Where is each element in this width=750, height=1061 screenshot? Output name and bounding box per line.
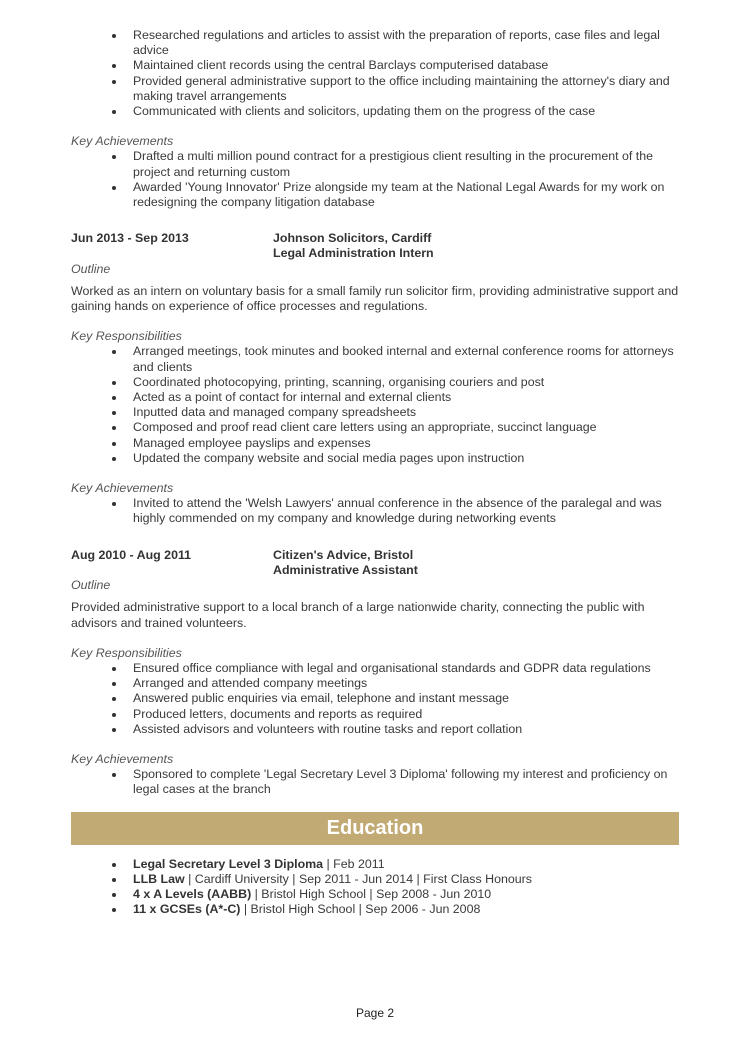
qualification-details: | Bristol High School | Sep 2008 - Jun 2010 — [251, 886, 492, 901]
johnson-outline-heading: Outline — [71, 261, 111, 276]
page-number: Page 2 — [355, 1006, 395, 1020]
job-employer: Citizen's Advice, Bristol — [273, 547, 414, 562]
list-item: Invited to attend the 'Welsh Lawyers' annual conference in the absence of the paralegal and was highly commended on my company and knowledge during networking events — [133, 496, 679, 526]
prev-job-achievements-heading: Key Achievements — [71, 134, 174, 149]
citizens-achievements-list — [71, 767, 679, 797]
list-item: Coordinated photocopying, printing, scanning, organising couriers and post — [133, 375, 679, 390]
johnson-job-header — [71, 231, 679, 261]
list-item: Answered public enquiries via email, telephone and instant message — [133, 691, 679, 706]
list-item: Acted as a point of contact for internal and external clients — [133, 390, 679, 405]
resume-page — [71, 28, 679, 917]
job-title-block — [273, 231, 434, 261]
list-item: Arranged and attended company meetings — [133, 676, 679, 691]
list-item: Provided general administrative support to the office including maintaining the attorney's diary and making travel arrangements — [133, 74, 679, 104]
qualification-name: LLB Law — [133, 871, 185, 886]
list-item: Managed employee payslips and expenses — [133, 436, 679, 451]
citizens-responsibilities-heading: Key Responsibilities — [71, 645, 182, 660]
list-item: Ensured office compliance with legal and organisational standards and GDPR data regulations — [133, 661, 679, 676]
qualification-details: | Feb 2011 — [323, 856, 385, 871]
citizens-outline-text: Provided administrative support to a local branch of a large nationwide charity, connecting the public with advisors and trained volunteers. — [71, 600, 645, 630]
qualification-name: Legal Secretary Level 3 Diploma — [133, 856, 324, 871]
job-dates: Jun 2013 - Sep 2013 — [71, 231, 189, 246]
johnson-responsibilities-list — [71, 344, 679, 466]
list-item: Sponsored to complete 'Legal Secretary Level 3 Diploma' following my interest and proficiency on legal cases at the branch — [133, 767, 679, 797]
list-item: Composed and proof read client care letters using an appropriate, succinct language — [133, 420, 679, 435]
job-employer: Johnson Solicitors, Cardiff — [273, 231, 432, 246]
list-item: Arranged meetings, took minutes and booked internal and external conference rooms for attorneys and clients — [133, 344, 679, 374]
citizens-responsibilities-list — [71, 661, 679, 737]
job-role: Legal Administration Intern — [273, 246, 434, 261]
johnson-responsibilities-heading: Key Responsibilities — [71, 329, 182, 344]
qualification-name: 4 x A Levels (AABB) — [133, 886, 252, 901]
qualification-details: | Cardiff University | Sep 2011 - Jun 2014 | First Class Honours — [184, 871, 532, 886]
johnson-outline-text: Worked as an intern on voluntary basis for a small family run solicitor firm, providing administrative support and gaining hands on experience of office processes and regulations. — [71, 283, 679, 314]
prev-job-responsibilities-list — [71, 28, 679, 119]
education-list — [71, 857, 679, 918]
list-item — [133, 872, 679, 887]
johnson-achievements-heading: Key Achievements — [71, 481, 174, 496]
list-item: Awarded 'Young Innovator' Prize alongside my team at the National Legal Awards for my work on redesigning the company litigation database — [133, 180, 679, 210]
prev-job-achievements-list — [71, 149, 679, 210]
list-item: Produced letters, documents and reports as required — [133, 707, 679, 722]
list-item — [133, 902, 679, 917]
list-item: Researched regulations and articles to assist with the preparation of reports, case files and legal advice — [133, 28, 679, 58]
list-item: Drafted a multi million pound contract for a prestigious client resulting in the procurement of the project and returning custom — [133, 149, 679, 179]
citizens-outline-heading: Outline — [71, 578, 111, 593]
job-role: Administrative Assistant — [273, 562, 418, 577]
education-section-header: Education — [71, 812, 679, 845]
citizens-achievements-heading: Key Achievements — [71, 751, 174, 766]
list-item: Assisted advisors and volunteers with routine tasks and report collation — [133, 722, 679, 737]
job-dates: Aug 2010 - Aug 2011 — [71, 547, 192, 562]
job-title-block — [273, 548, 418, 578]
qualification-name: 11 x GCSEs (A*-C) — [133, 902, 241, 917]
list-item: Communicated with clients and solicitors, updating them on the progress of the case — [133, 104, 679, 119]
list-item — [133, 887, 679, 902]
qualification-details: | Bristol High School | Sep 2006 - Jun 2008 — [240, 902, 481, 917]
list-item: Inputted data and managed company spreadsheets — [133, 405, 679, 420]
list-item — [133, 857, 679, 872]
johnson-achievements-list — [71, 496, 679, 526]
citizens-job-header — [71, 548, 679, 578]
list-item: Maintained client records using the central Barclays computerised database — [133, 58, 679, 73]
list-item: Updated the company website and social media pages upon instruction — [133, 451, 679, 466]
